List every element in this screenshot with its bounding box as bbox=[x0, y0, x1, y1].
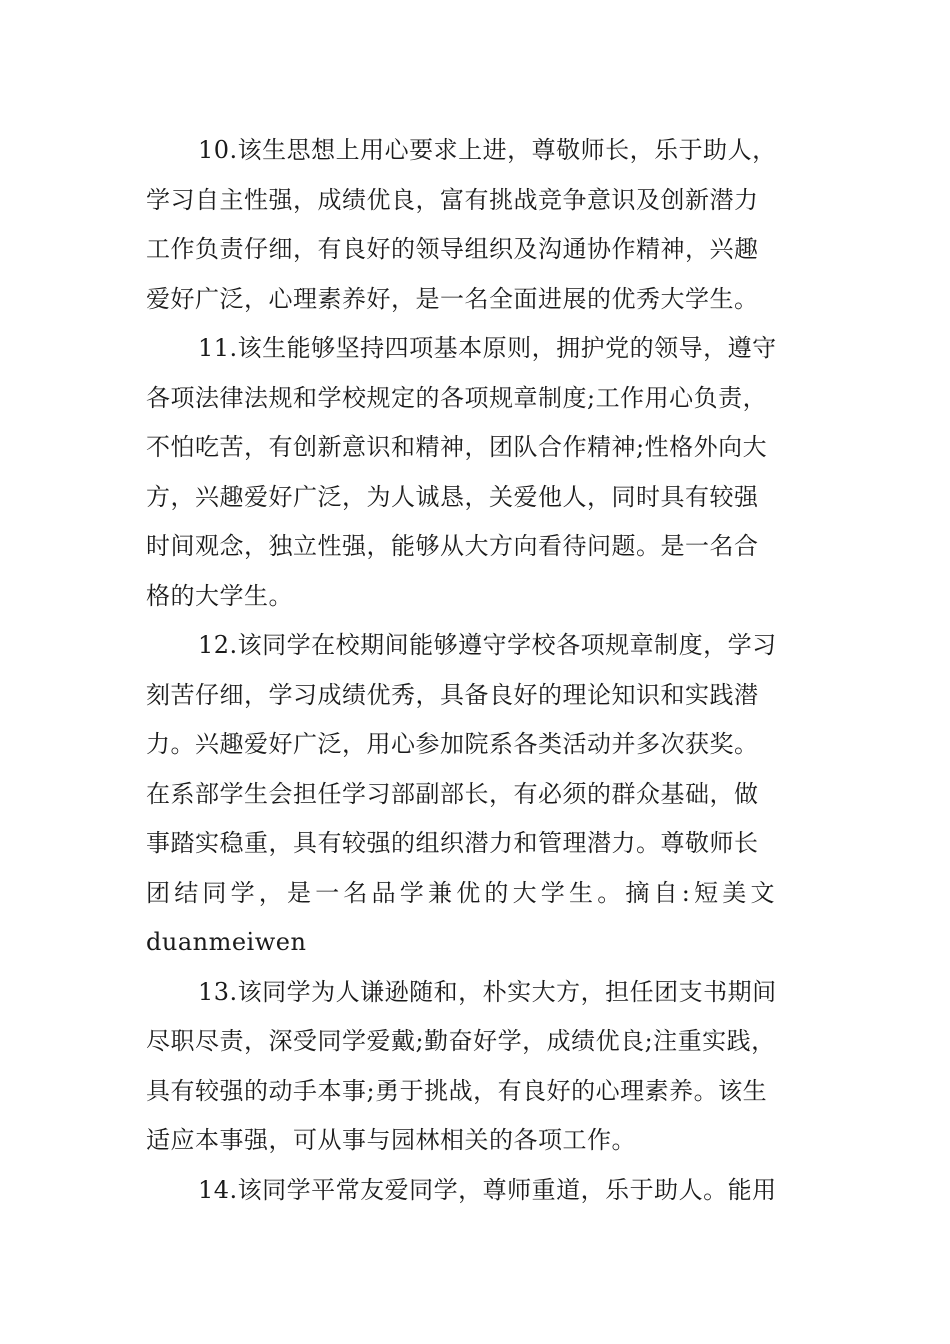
text-line: 团结同学，是一名品学兼优的大学生。摘自:短美文 bbox=[146, 878, 779, 907]
text-line: 各项法律法规和学校规定的各项规章制度;工作用心负责， bbox=[146, 383, 768, 412]
text-line: 工作负责仔细，有良好的领导组织及沟通协作精神，兴趣 bbox=[146, 235, 759, 263]
text-line: 时间观念，独立性强，能够从大方向看待问题。是一名合 bbox=[146, 532, 759, 560]
text-line: 不怕吃苦，有创新意识和精神，团队合作精神;性格外向大 bbox=[146, 433, 768, 461]
paragraph-11 bbox=[146, 324, 816, 621]
text-line: 事踏实稳重，具有较强的组织潜力和管理潜力。尊敬师长 bbox=[146, 829, 759, 857]
text-line: 适应本事强，可从事与园林相关的各项工作。 bbox=[146, 1126, 636, 1154]
text-line: 格的大学生。 bbox=[146, 581, 293, 610]
text-line: 力。兴趣爱好广泛，用心参加院系各类活动并多次获奖。 bbox=[146, 730, 759, 758]
text-line: 具有较强的动手本事;勇于挑战，有良好的心理素养。该生 bbox=[146, 1076, 768, 1105]
text-line: 学习自主性强，成绩优良，富有挑战竞争意识及创新潜力 bbox=[146, 185, 759, 214]
paragraph-10 bbox=[146, 126, 816, 324]
text-line: 在系部学生会担任学习部副部长，有必须的群众基础，做 bbox=[146, 779, 759, 808]
text-line: 10.该生思想上用心要求上进，尊敬师长，乐于助人， bbox=[198, 136, 777, 164]
text-line: 12.该同学在校期间能够遵守学校各项规章制度，学习 bbox=[198, 631, 777, 659]
text-line: 14.该同学平常友爱同学，尊师重道，乐于助人。能用 bbox=[198, 1175, 777, 1204]
document-body bbox=[146, 126, 816, 1215]
paragraph-14 bbox=[146, 1166, 816, 1216]
text-line: 爱好广泛，心理素养好，是一名全面进展的优秀大学生。 bbox=[146, 284, 759, 313]
paragraph-13 bbox=[146, 968, 816, 1166]
text-line: 方，兴趣爱好广泛，为人诚恳，关爱他人，同时具有较强 bbox=[146, 482, 759, 511]
text-line: 11.该生能够坚持四项基本原则，拥护党的领导，遵守 bbox=[198, 334, 777, 362]
text-line: 尽职尽责，深受同学爱戴;勤奋好学，成绩优良;注重实践， bbox=[146, 1027, 776, 1055]
text-line: 13.该同学为人谦逊随和，朴实大方，担任团支书期间 bbox=[198, 977, 777, 1006]
text-line: duanmeiwen bbox=[146, 928, 307, 956]
text-line: 刻苦仔细，学习成绩优秀，具备良好的理论知识和实践潜 bbox=[146, 680, 759, 709]
paragraph-12 bbox=[146, 621, 816, 968]
